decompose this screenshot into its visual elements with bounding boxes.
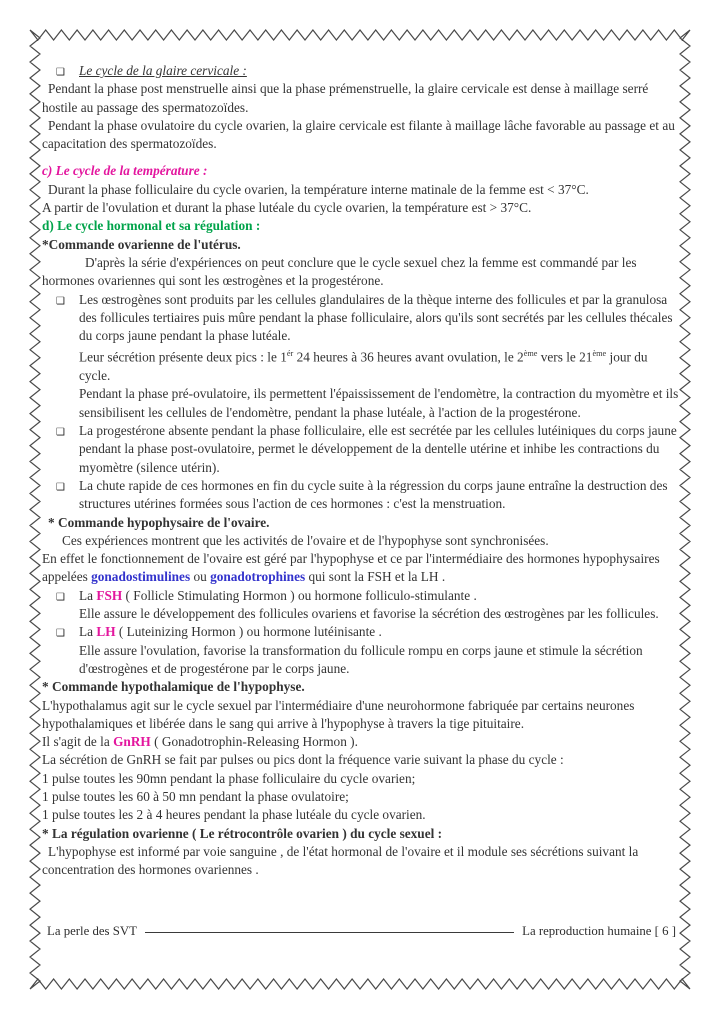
heading-commande-hypothalamique: [42, 678, 679, 696]
paragraph: [42, 80, 679, 117]
text-segment: Les œstrogènes sont produits par les cellules glandulaires de la thèque interne des follicules et par la granulosa des follicules tertiaires puis mûre pendant la phase folliculaire, alors qu'ils sont secrétés par les cellules thécales du corps jaune pendant la phase lutéale.: [79, 291, 673, 344]
heading-commande-hypophysaire: [42, 514, 679, 532]
paragraph: [42, 770, 679, 788]
text-segment: 1 pulse toutes les 2 à 4 heures pendant la phase lutéale du cycle ovarien.: [42, 807, 426, 823]
text-segment: La progestérone absente pendant la phase folliculaire, elle est secrétée par les cellules lutéiniques du corps jaune pendant la phase post-ovulatoire, permet le développement de la dentelle utérine et inhibe les contractions du myomètre (silence utérin).: [79, 423, 677, 475]
square-bullet-icon: ❑: [56, 481, 65, 493]
text-segment: ème: [523, 349, 538, 359]
text-segment: L'hypothalamus agit sur le cycle sexuel par l'intermédiaire d'une neurohormone fabriquée par certains neurones hypothalamiques et libérée dans le sang qui arrive à l'hypophyse à travers la tige pituitaire.: [42, 697, 635, 731]
paragraph: [79, 345, 679, 385]
document-body: [42, 62, 679, 879]
text-segment: LH: [96, 624, 116, 640]
text-segment: * Commande hypophysaire de l'ovaire.: [48, 514, 270, 530]
paragraph: [79, 642, 679, 679]
square-bullet-icon: ❑: [56, 295, 65, 307]
text-segment: ( Gonadotrophin-Releasing Hormon ).: [150, 734, 358, 750]
paragraph: [42, 806, 679, 824]
paragraph: [42, 181, 679, 199]
paragraph: [79, 605, 679, 623]
text-segment: La chute rapide de ces hormones en fin du cycle suite à la régression du corps jaune entraîne la destruction des structures utérines formées sous l'action de ces hormones : c'est la menstruation.: [79, 477, 668, 512]
footer-rule: [145, 932, 514, 933]
text-segment: La: [79, 624, 97, 640]
text-segment: ou: [190, 569, 211, 585]
paragraph: [42, 532, 679, 550]
text-segment: * Commande hypothalamique de l'hypophyse.: [42, 679, 305, 695]
footer-left-text: La perle des SVT: [47, 924, 137, 938]
paragraph: [42, 199, 679, 217]
heading-cycle-temperature: [42, 162, 679, 180]
text-segment: D'après la série d'expériences on peut conclure que le cycle sexuel chez la femme est commandé par les hormones ovariennes qui sont les œstrogènes et la progestérone.: [42, 254, 637, 289]
text-segment: La: [79, 587, 97, 603]
footer-right-text: La reproduction humaine [ 6 ]: [522, 924, 676, 938]
paragraph: [42, 254, 679, 291]
heading-cycle-hormonal: [42, 217, 679, 235]
text-segment: Ces expériences montrent que les activités de l'ovaire et de l'hypophyse sont synchronisées.: [62, 532, 549, 548]
text-segment: ème: [592, 349, 607, 359]
square-bullet-icon: ❑: [56, 67, 65, 78]
text-segment: gonadostimulines: [91, 569, 191, 585]
page-footer: [47, 924, 676, 939]
paragraph: [42, 697, 679, 734]
square-bullet-icon: ❑: [56, 628, 65, 640]
list-item-fsh: [42, 587, 679, 605]
text-segment: ( Follicle Stimulating Hormon ) ou hormone folliculo-stimulante .: [122, 587, 477, 603]
list-item-glaire-title: [42, 62, 679, 80]
paragraph: [42, 733, 679, 751]
list-item-oestrogenes: [42, 291, 679, 346]
text-segment: * La régulation ovarienne ( Le rétrocontrôle ovarien ) du cycle sexuel :: [42, 825, 443, 841]
square-bullet-icon: ❑: [56, 427, 65, 439]
heading-commande-ovarienne: [42, 236, 679, 254]
text-segment: 24 heures à 36 heures avant ovulation, le 2: [293, 349, 524, 365]
text-segment: ( Luteinizing Hormon ) ou hormone lutéinisante .: [115, 624, 382, 640]
text-segment: A partir de l'ovulation et durant la phase lutéale du cycle ovarien, la température est > 37°C.: [42, 200, 532, 216]
text-segment: La sécrétion de GnRH se fait par pulses ou pics dont la fréquence varie suivant la phase du cycle :: [42, 752, 564, 768]
text-segment: vers le 21: [537, 349, 593, 365]
text-segment: Durant la phase folliculaire du cycle ovarien, la température interne matinale de la femme est < 37°C.: [48, 181, 589, 197]
paragraph: [42, 751, 679, 769]
text-segment: ér: [286, 349, 294, 359]
paragraph: [42, 550, 679, 587]
text-segment: Il s'agit de la: [42, 734, 114, 750]
text-segment: jour du cycle.: [79, 349, 648, 384]
text-segment: *Commande ovarienne de l'utérus.: [42, 236, 241, 252]
heading-regulation-ovarienne: [42, 825, 679, 843]
text-segment: Le cycle de la glaire cervicale :: [79, 63, 247, 78]
paragraph: [42, 788, 679, 806]
text-segment: c) Le cycle de la température :: [42, 163, 208, 179]
text-segment: GnRH: [113, 734, 151, 750]
text-segment: Pendant la phase ovulatoire du cycle ovarien, la glaire cervicale est filante à maillage lâche favorable au passage et au capacitation des spermatozoïdes.: [42, 117, 675, 152]
list-item-lh: [42, 623, 679, 641]
text-segment: En effet le fonctionnement de l'ovaire est géré par l'hypophyse et ce par l'intermédiaire des hormones hypophysaires appelées: [42, 551, 660, 585]
text-segment: 1 pulse toutes les 60 à 50 mn pendant la phase ovulatoire;: [42, 789, 349, 804]
text-segment: gonadotrophines: [210, 569, 306, 585]
text-segment: 1 pulse toutes les 90mn pendant la phase folliculaire du cycle ovarien;: [42, 770, 416, 786]
paragraph: [42, 117, 679, 154]
text-segment: d) Le cycle hormonal et sa régulation :: [42, 218, 261, 234]
text-segment: Pendant la phase pré-ovulatoire, ils permettent l'épaississement de l'endomètre, la contraction du myomètre et ils sensibilisent les cellules de l'endomètre, pendant la phase lutéale, à l'action de la progestérone.: [79, 386, 679, 420]
text-segment: qui sont la FSH et la LH .: [305, 569, 446, 585]
text-segment: Leur sécrétion présente deux pics : le 1: [79, 349, 287, 365]
list-item-progesterone: [42, 422, 679, 477]
square-bullet-icon: ❑: [56, 591, 65, 603]
list-item-chute-hormones: [42, 477, 679, 514]
text-segment: Elle assure le développement des follicules ovariens et favorise la sécrétion des œstrogènes par les follicules.: [79, 606, 659, 622]
paragraph: [79, 385, 679, 422]
text-segment: L'hypophyse est informé par voie sanguine , de l'état hormonal de l'ovaire et il module ses sécrétions suivant la concentration des hormones ovariennes .: [42, 843, 639, 878]
text-segment: FSH: [96, 587, 123, 603]
text-segment: Pendant la phase post menstruelle ainsi que la phase prémenstruelle, la glaire cervicale est dense à maillage serré hostile au passage des spermatozoïdes.: [42, 81, 649, 115]
text-segment: Elle assure l'ovulation, favorise la transformation du follicule rompu en corps jaune et stimule la sécrétion d'œstrogènes et de progestérone par le corps jaune.: [79, 642, 643, 676]
paragraph: [42, 843, 679, 880]
